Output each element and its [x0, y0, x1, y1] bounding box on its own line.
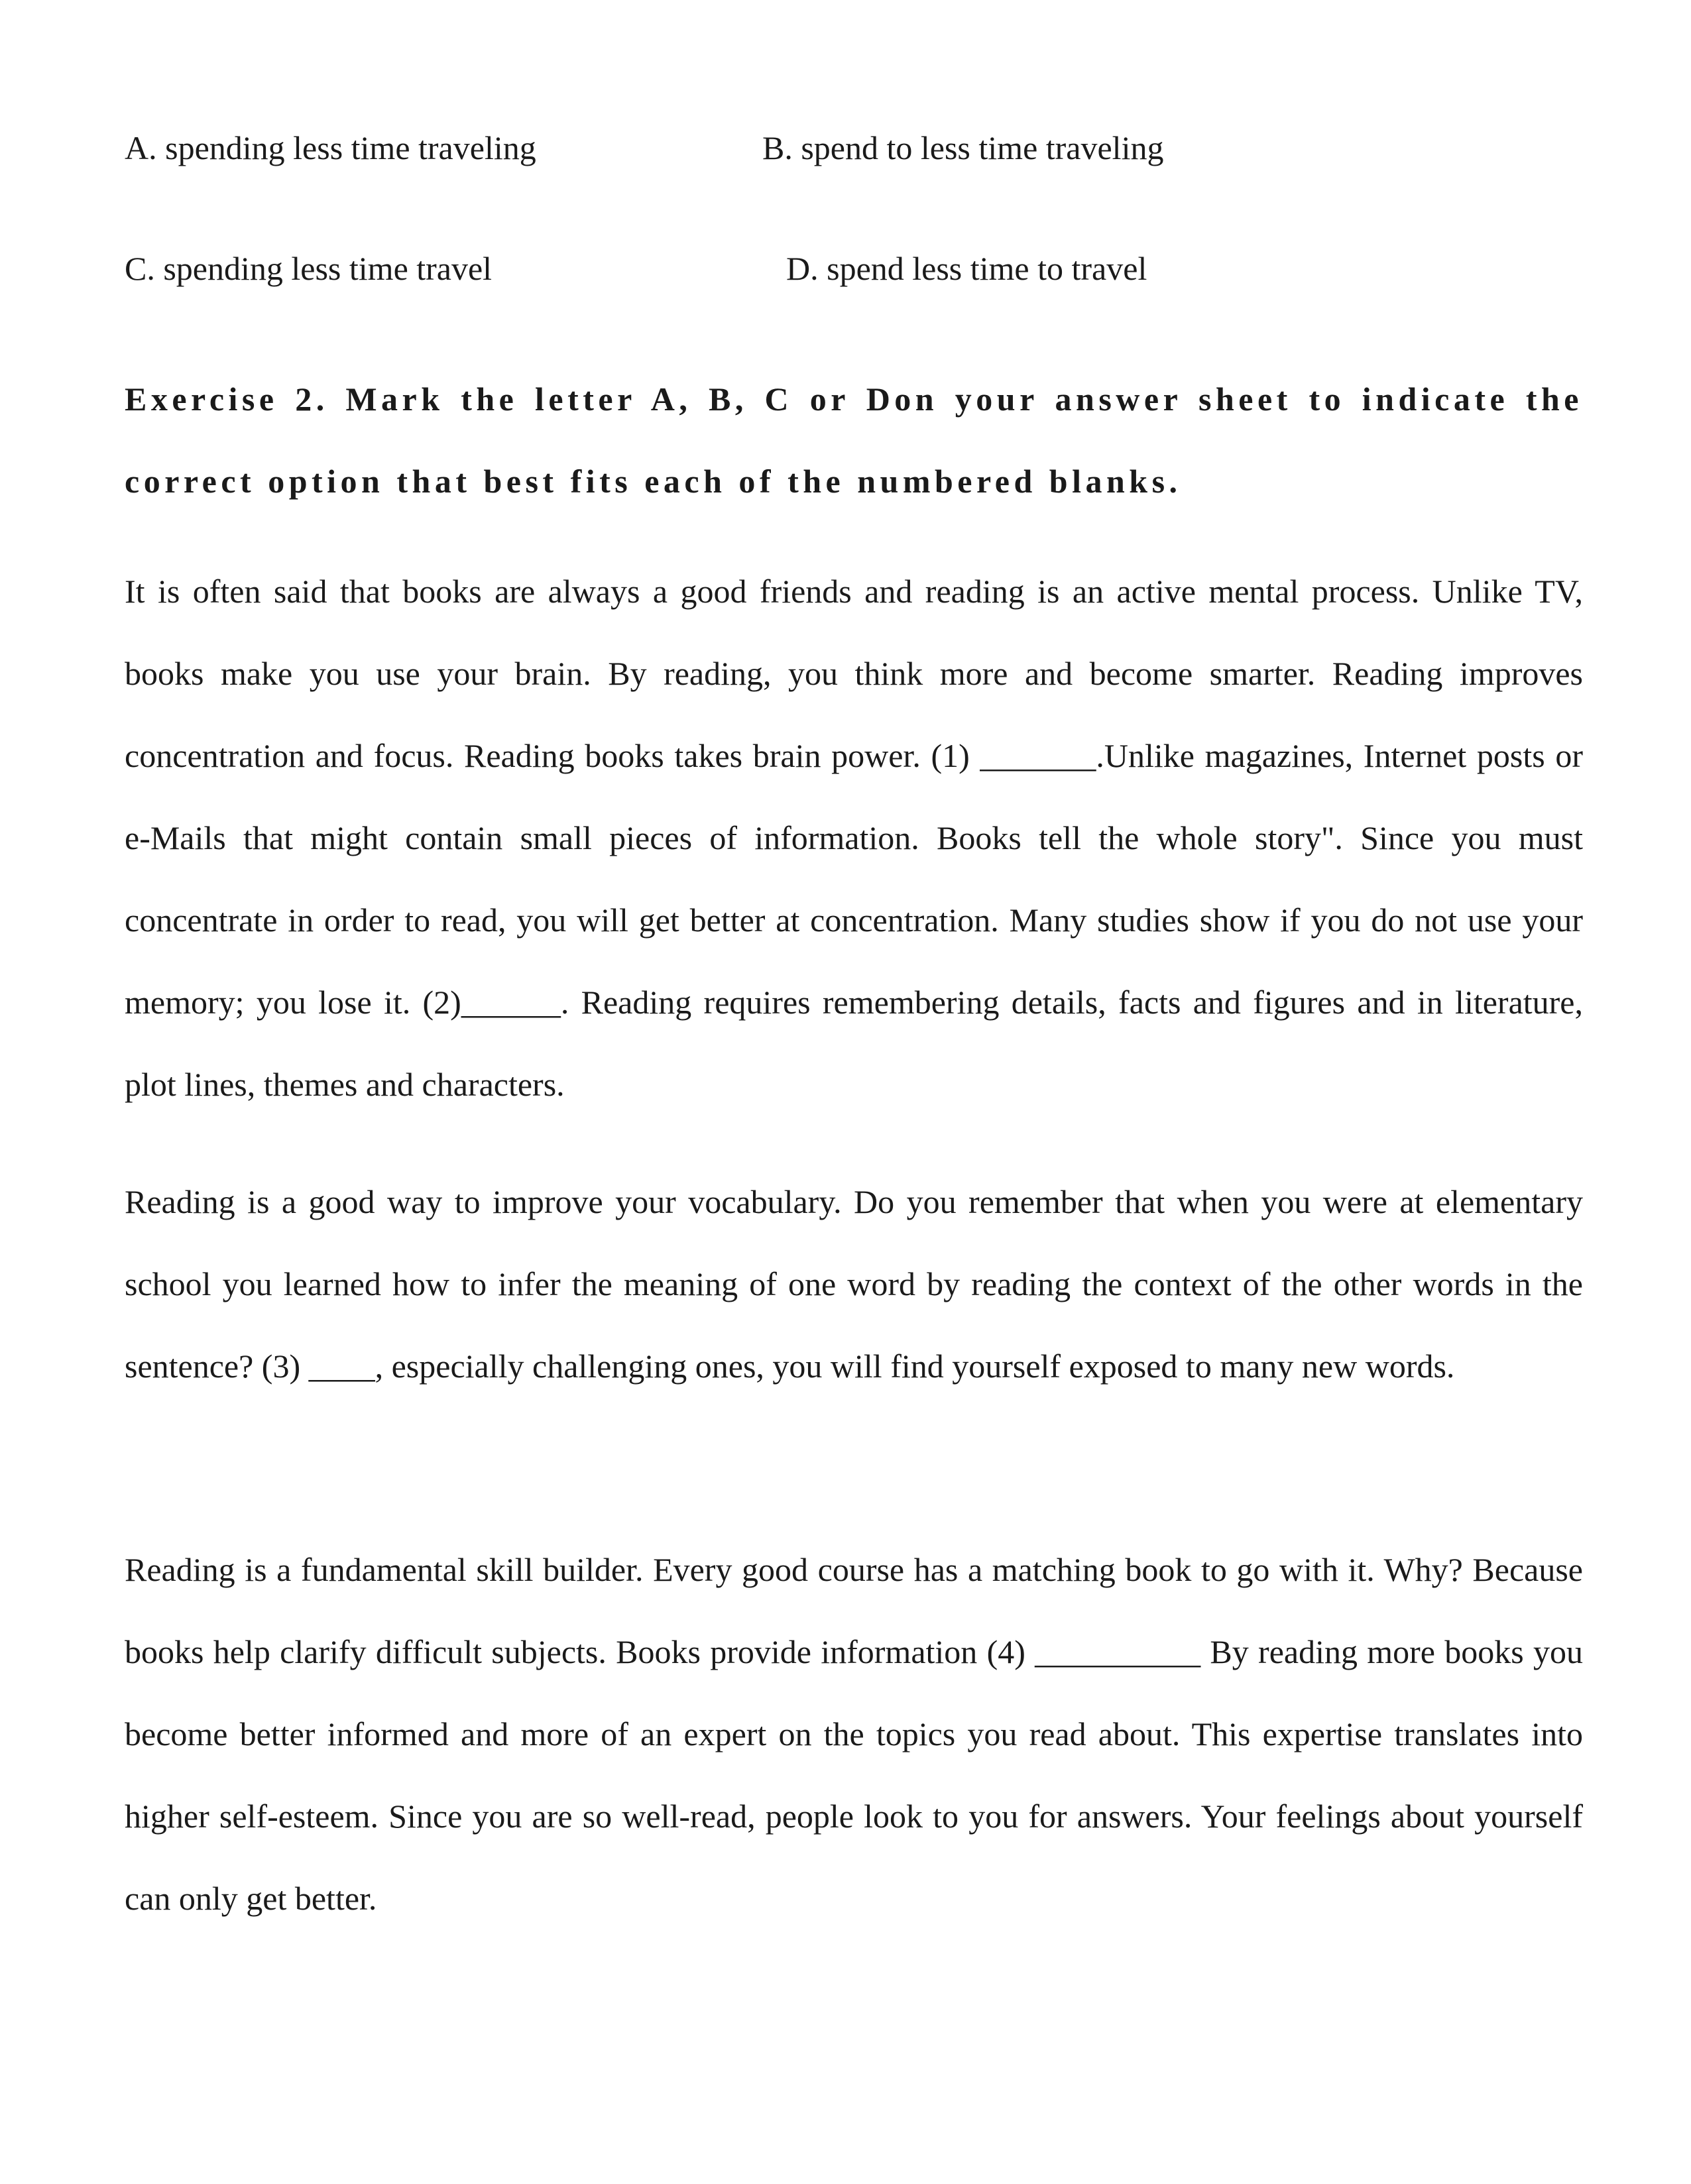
options-row-ab [125, 125, 1583, 171]
option-a: A. spending less time traveling [125, 129, 536, 166]
passage-paragraph-2: Reading is a good way to improve your vocabulary. Do you remember that when you were at elementary school you learned how to infer the meaning of one word by reading the context of the other words in the sentence? (3) ____, especially challenging ones, you will find yourself exposed to many new words. [125, 1183, 1583, 1385]
passage-paragraph-1: It is often said that books are always a good friends and reading is an active mental process. Unlike TV, books make you use your brain. By reading, you think more and become smarter. Reading improves concentration and focus. Reading books takes brain power. (1) _______.Unlike magazines, Internet posts or e-Mails that might contain small pieces of information. Books tell the whole story". Since you must concentrate in order to read, you will get better at concentration. Many studies show if you do not use your memory; you lose it. (2)______. Reading requires remembering details, facts and figures and in literature, plot lines, themes and characters. [125, 573, 1583, 1103]
options-row-cd [125, 245, 1583, 292]
option-d: D. spend less time to travel [786, 250, 1147, 287]
passage-paragraph-3: Reading is a fundamental skill builder. Every good course has a matching book to go with it. Why? Because books help clarify difficult subjects. Books provide information (4) __________ By reading more books you become better informed and more of an expert on the topics you read about. This expertise translates into higher self-esteem. Since you are so well-read, people look to you for answers. Your feelings about yourself can only get better. [125, 1551, 1583, 1917]
exercise-heading: Exercise 2. Mark the letter A, B, C or Don your answer sheet to indicate the correct option that best fits each of the numbered blanks. [125, 380, 1583, 500]
option-b: B. spend to less time traveling [762, 129, 1164, 166]
option-c: C. spending less time travel [125, 250, 493, 287]
